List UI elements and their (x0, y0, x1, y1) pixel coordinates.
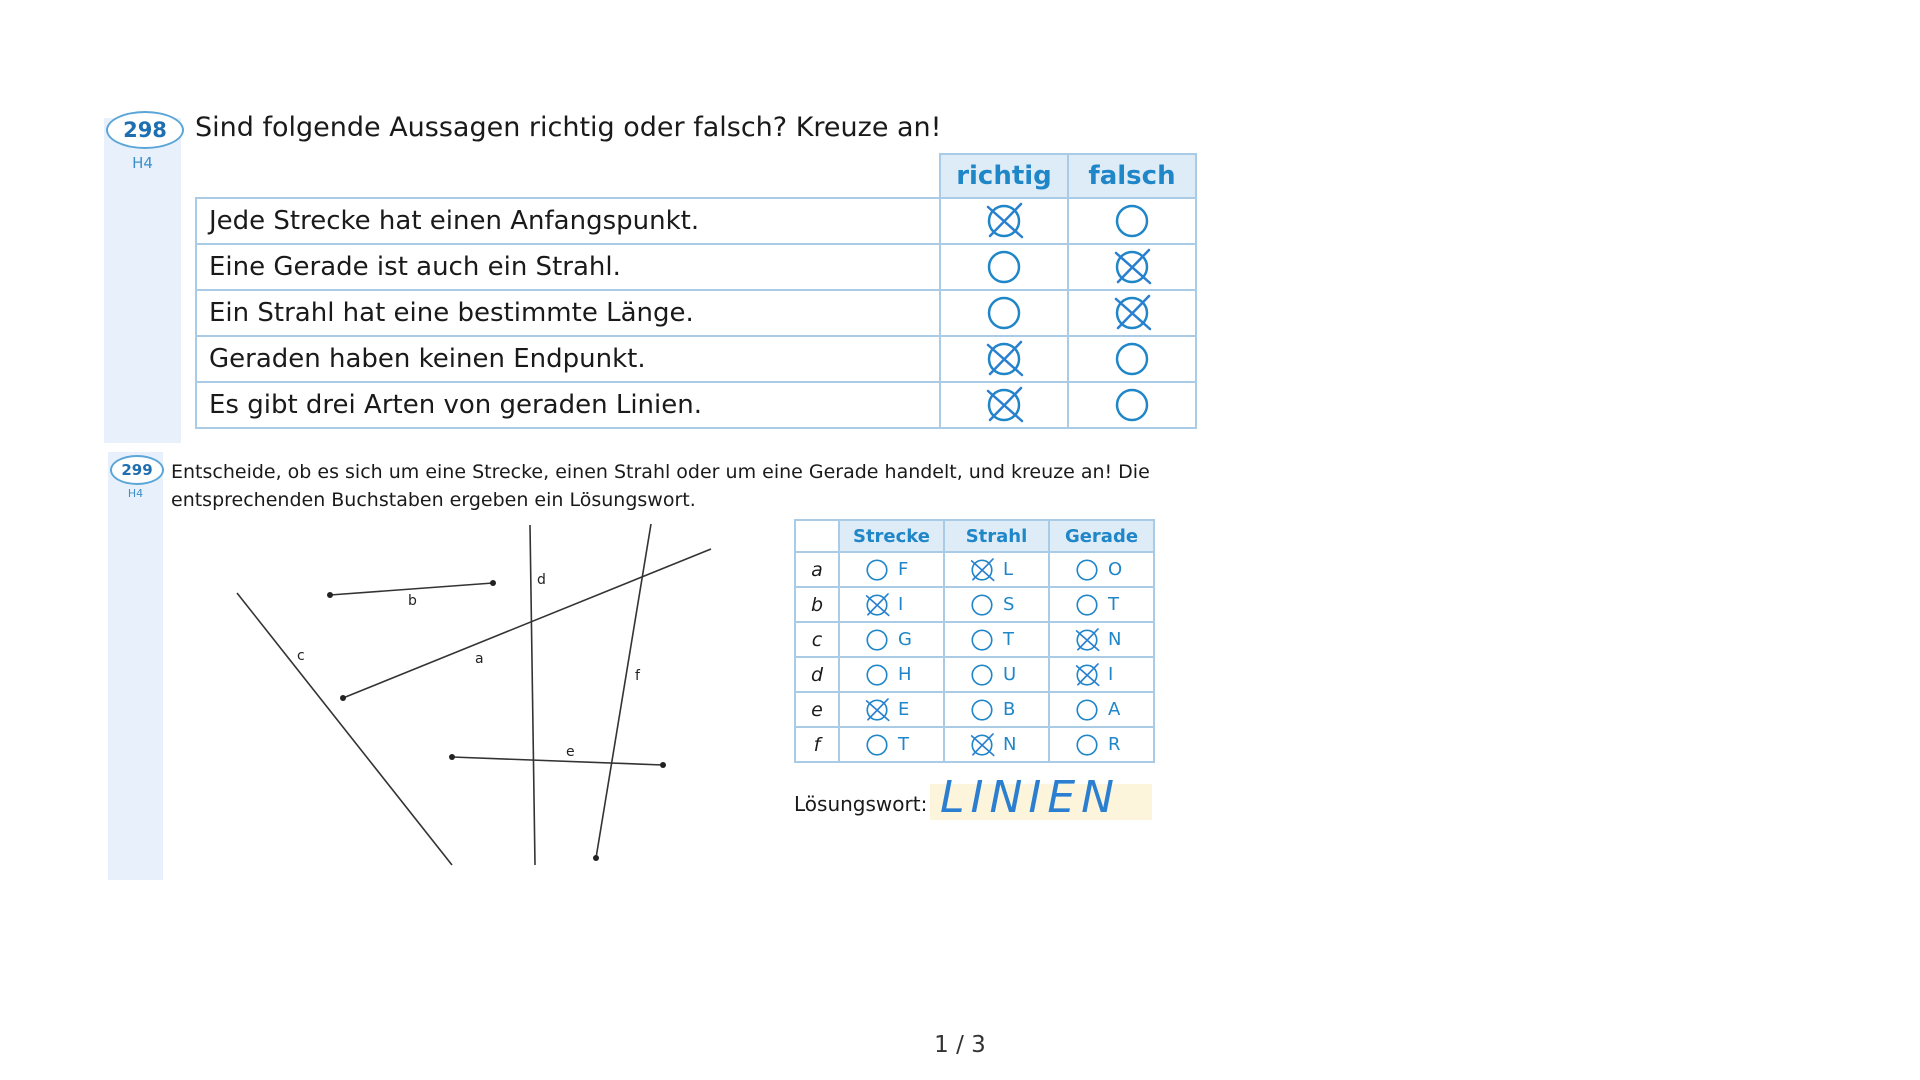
statement-text: Eine Gerade ist auch ein Strahl. (196, 244, 940, 290)
circle-icon[interactable] (864, 627, 890, 653)
option-cell[interactable] (1049, 622, 1154, 657)
row-label: d (795, 657, 839, 692)
crossed-circle-icon[interactable] (984, 201, 1024, 241)
answer-cell-falsch[interactable] (1068, 290, 1196, 336)
circle-icon[interactable] (1074, 592, 1100, 618)
circle-icon[interactable] (1074, 697, 1100, 723)
label-f: f (635, 668, 640, 684)
answer-cell-falsch[interactable] (1068, 382, 1196, 428)
option-cell[interactable] (1049, 657, 1154, 692)
answer-cell-richtig[interactable] (940, 336, 1068, 382)
exercise-299-level: H4 (127, 487, 144, 500)
circle-icon[interactable] (1112, 385, 1152, 425)
label-d: d (537, 572, 546, 588)
endpoint-b-right (490, 580, 496, 586)
crossed-circle-icon[interactable] (984, 339, 1024, 379)
option-cell[interactable] (944, 587, 1049, 622)
statement-row (196, 198, 1196, 244)
endpoint-f (593, 855, 599, 861)
crossed-circle-icon[interactable] (1074, 662, 1100, 688)
label-a: a (475, 651, 484, 667)
statement-text: Ein Strahl hat eine bestimmte Länge. (196, 290, 940, 336)
line-c (237, 593, 452, 865)
option-letter: T (1108, 594, 1119, 615)
line-d (530, 525, 535, 865)
crossed-circle-icon[interactable] (1074, 627, 1100, 653)
circle-icon[interactable] (1074, 732, 1100, 758)
option-letter: N (1108, 629, 1122, 650)
row-label: b (795, 587, 839, 622)
circle-icon[interactable] (969, 627, 995, 653)
exercise-298-title: Sind folgende Aussagen richtig oder falsch? Kreuze an! (195, 112, 942, 143)
option-letter: U (1003, 664, 1017, 685)
option-letter: F (898, 559, 909, 580)
statement-text: Jede Strecke hat einen Anfangspunkt. (196, 198, 940, 244)
statement-row (196, 290, 1196, 336)
exercise-299-number: 299 (110, 455, 164, 485)
answer-cell-richtig[interactable] (940, 198, 1068, 244)
statement-row (196, 244, 1196, 290)
option-letter: B (1003, 699, 1016, 720)
column-falsch: falsch (1068, 154, 1196, 198)
classification-row (795, 622, 1154, 657)
classification-row (795, 657, 1154, 692)
option-letter: L (1003, 559, 1014, 580)
circle-icon[interactable] (864, 557, 890, 583)
option-cell[interactable] (944, 552, 1049, 587)
option-cell[interactable] (839, 587, 944, 622)
solution-word: LINIEN (940, 772, 1121, 823)
label-c: c (297, 648, 305, 664)
crossed-circle-icon[interactable] (984, 385, 1024, 425)
page-indicator: 1 / 3 (934, 1032, 986, 1058)
circle-icon[interactable] (969, 592, 995, 618)
exercise-298-table (195, 153, 1197, 429)
circle-icon[interactable] (984, 293, 1024, 333)
table-corner (196, 154, 940, 198)
exercise-298-level: H4 (132, 154, 153, 172)
statement-text: Es gibt drei Arten von geraden Linien. (196, 382, 940, 428)
option-letter: H (898, 664, 912, 685)
option-cell[interactable] (839, 552, 944, 587)
circle-icon[interactable] (984, 247, 1024, 287)
circle-icon[interactable] (1112, 339, 1152, 379)
statement-row (196, 382, 1196, 428)
option-cell[interactable] (1049, 727, 1154, 762)
circle-icon[interactable] (969, 662, 995, 688)
crossed-circle-icon[interactable] (864, 697, 890, 723)
option-cell[interactable] (944, 692, 1049, 727)
segment-e (452, 757, 663, 765)
answer-cell-richtig[interactable] (940, 244, 1068, 290)
ray-a (343, 549, 711, 698)
endpoint-a (340, 695, 346, 701)
answer-cell-falsch[interactable] (1068, 244, 1196, 290)
endpoint-b-left (327, 592, 333, 598)
option-letter: I (1108, 664, 1114, 685)
option-letter: N (1003, 734, 1017, 755)
answer-cell-richtig[interactable] (940, 382, 1068, 428)
circle-icon[interactable] (1112, 201, 1152, 241)
option-letter: R (1108, 734, 1121, 755)
option-letter: O (1108, 559, 1123, 580)
endpoint-e-right (660, 762, 666, 768)
row-label: e (795, 692, 839, 727)
option-cell[interactable] (944, 622, 1049, 657)
circle-icon[interactable] (864, 662, 890, 688)
classification-row (795, 727, 1154, 762)
table-corner (795, 520, 839, 552)
option-letter: I (898, 594, 904, 615)
label-e: e (566, 744, 575, 760)
column-strahl: Strahl (944, 520, 1049, 552)
row-label: a (795, 552, 839, 587)
option-cell[interactable] (1049, 692, 1154, 727)
exercise-298-number: 298 (106, 111, 184, 149)
answer-cell-richtig[interactable] (940, 290, 1068, 336)
endpoint-e-left (449, 754, 455, 760)
option-letter: G (898, 629, 912, 650)
option-letter: T (1003, 629, 1014, 650)
option-letter: A (1108, 699, 1121, 720)
crossed-circle-icon[interactable] (1112, 293, 1152, 333)
crossed-circle-icon[interactable] (864, 592, 890, 618)
exercise-299-strip (108, 452, 163, 880)
line-types-diagram (220, 520, 740, 880)
statement-text: Geraden haben keinen Endpunkt. (196, 336, 940, 382)
classification-row (795, 552, 1154, 587)
solution-label: Lösungswort: (794, 792, 928, 816)
circle-icon[interactable] (1074, 557, 1100, 583)
row-label: f (795, 727, 839, 762)
row-label: c (795, 622, 839, 657)
ray-f (596, 524, 651, 858)
option-cell[interactable] (1049, 552, 1154, 587)
column-strecke: Strecke (839, 520, 944, 552)
classification-row (795, 587, 1154, 622)
option-letter: E (898, 699, 910, 720)
option-cell[interactable] (839, 692, 944, 727)
circle-icon[interactable] (864, 732, 890, 758)
crossed-circle-icon[interactable] (969, 732, 995, 758)
crossed-circle-icon[interactable] (1112, 247, 1152, 287)
column-gerade: Gerade (1049, 520, 1154, 552)
option-cell[interactable] (944, 657, 1049, 692)
statement-row (196, 336, 1196, 382)
answer-cell-falsch[interactable] (1068, 336, 1196, 382)
option-cell[interactable] (839, 657, 944, 692)
column-richtig: richtig (940, 154, 1068, 198)
option-cell[interactable] (839, 622, 944, 657)
classification-row (795, 692, 1154, 727)
exercise-299-description: Entscheide, ob es sich um eine Strecke, einen Strahl oder um eine Gerade handelt, und kreuze an! Die entsprechenden Buchstaben ergeben ein Lösungswort. (171, 461, 1150, 511)
label-b: b (408, 593, 417, 609)
option-letter: T (898, 734, 909, 755)
option-cell[interactable] (944, 727, 1049, 762)
answer-cell-falsch[interactable] (1068, 198, 1196, 244)
option-cell[interactable] (839, 727, 944, 762)
exercise-299-table (794, 519, 1155, 763)
crossed-circle-icon[interactable] (969, 557, 995, 583)
option-cell[interactable] (1049, 587, 1154, 622)
option-letter: S (1003, 594, 1015, 615)
circle-icon[interactable] (969, 697, 995, 723)
